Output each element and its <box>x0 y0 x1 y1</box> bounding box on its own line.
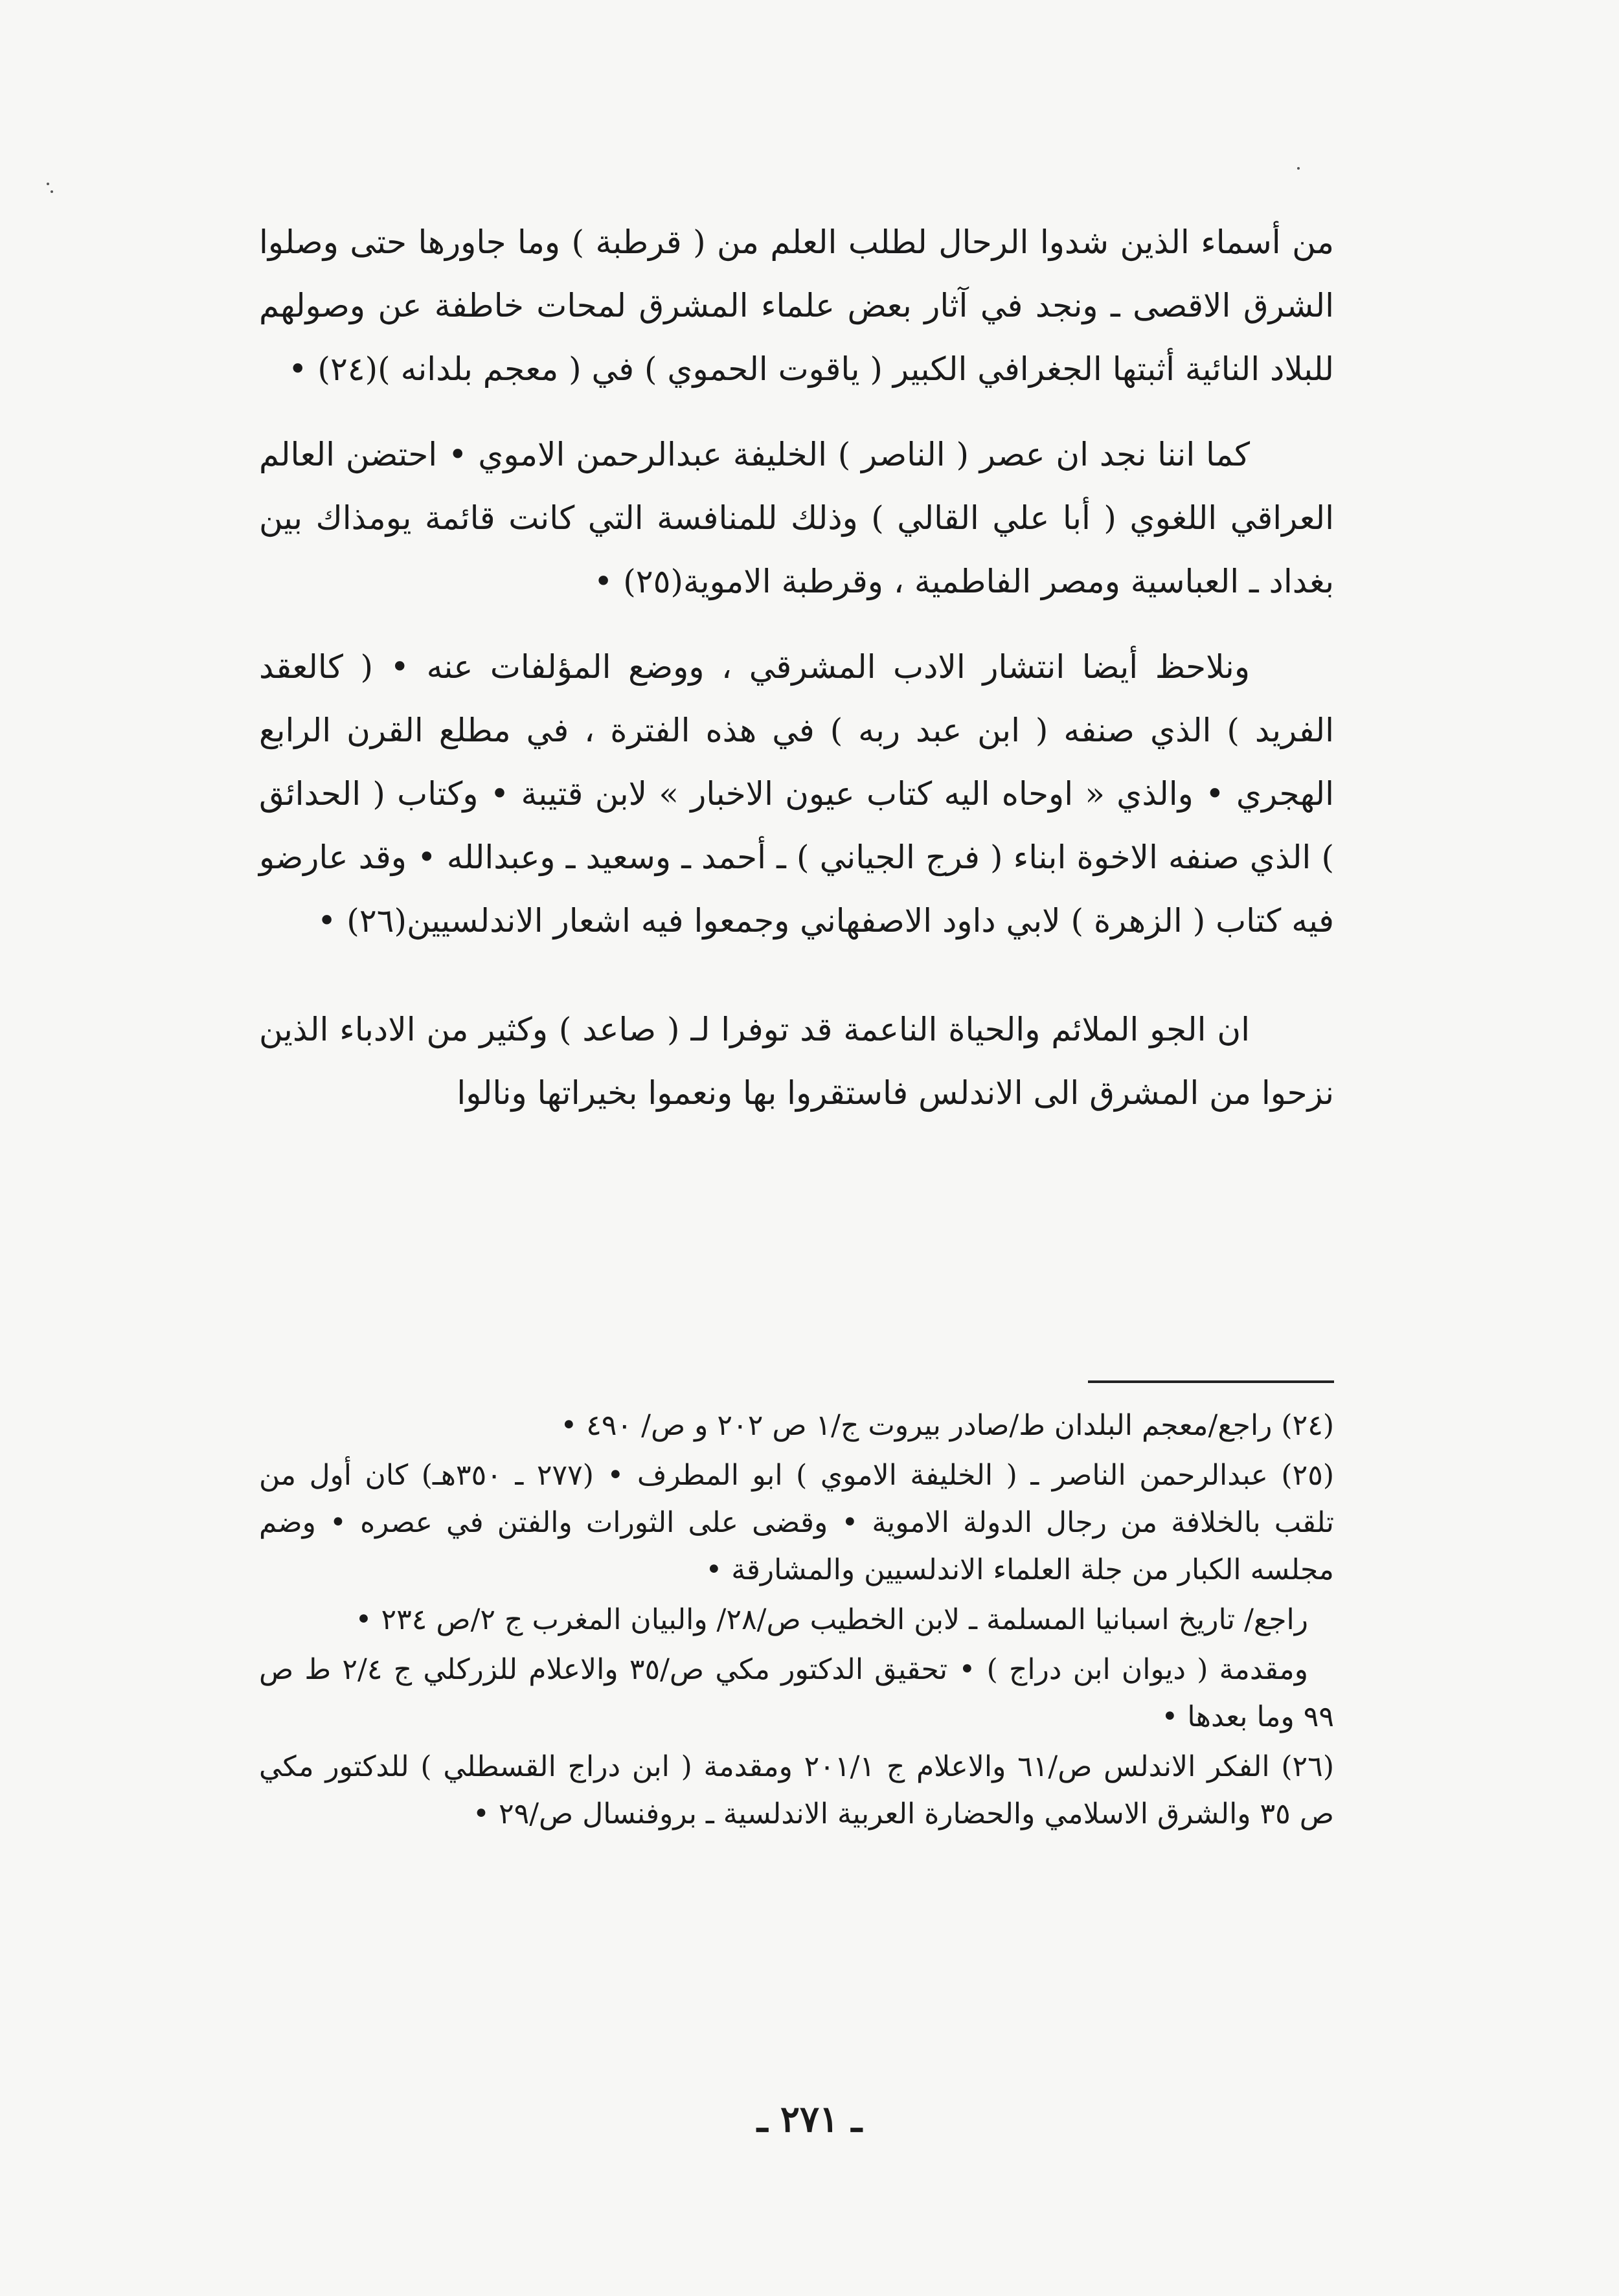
scan-speck <box>51 190 53 193</box>
scan-speck <box>47 183 49 185</box>
main-text <box>259 210 1334 1125</box>
paragraph-1: من أسماء الذين شدوا الرحال لطلب العلم من ( قرطبة ) وما جاورها حتى وصلوا الشرق الاقصى ـ ونجد في آثار بعض علماء المشرق لمحات خاطفة عن وصولهم للبلاد النائية أثبتها الجغرافي الكبير ( ياقوت الحموي ) في ( معجم بلدانه )(٢٤) • <box>259 223 1334 388</box>
footnote-25-ref-2: ومقدمة ( ديوان ابن دراج ) • تحقيق الدكتور مكي ص/٣٥ والاعلام للزركلي ج ٢/٤ ط ص ٩٩ وما بعدها • <box>259 1653 1334 1733</box>
paragraph-2: كما اننا نجد ان عصر ( الناصر ) الخليفة عبدالرحمن الاموي • احتضن العالم العراقي اللغوي ( أبا علي القالي ) وذلك للمنافسة التي كانت قائمة يومذاك بين بغداد ـ العباسية ومصر الفاطمية ، وقرطبة الاموية(٢٥) • <box>259 436 1334 600</box>
scan-speck <box>1297 167 1300 170</box>
footnote-25: (٢٥) عبدالرحمن الناصر ـ ( الخليفة الاموي ) ابو المطرف • (٢٧٧ ـ ٣٥٠هـ) كان أول من تلقب بالخلافة من رجال الدولة الاموية • وقضى على الثورات والفتن في عصره • وضم مجلسه الكبار من جلة العلماء الاندلسيين والمشارقة • <box>259 1459 1334 1586</box>
paragraph-4: ان الجو الملائم والحياة الناعمة قد توفرا لـ ( صاعد ) وكثير من الادباء الذين نزحوا من المشرق الى الاندلس فاستقروا بها ونعموا بخيراتها ونالوا <box>259 1011 1334 1112</box>
footnote-26: (٢٦) الفكر الاندلس ص/٦١ والاعلام ج ٢٠١/١ ومقدمة ( ابن دراج القسطلي ) للدكتور مكي ص ٣٥ والشرق الاسلامي والحضارة العربية الاندلسية ـ بروفنسال ص/٢٩ • <box>259 1750 1334 1830</box>
page-number: ـ ٢٧١ ـ <box>756 2098 863 2141</box>
paragraph-3: ونلاحظ أيضا انتشار الادب المشرقي ، ووضع المؤلفات عنه • ( كالعقد الفريد ) الذي صنفه ( ابن عبد ربه ) في هذه الفترة ، في مطلع القرن الرابع الهجري • والذي « اوحاه اليه كتاب عيون الاخبار » لابن قتيبة • وكتاب ( الحدائق ) الذي صنفه الاخوة ابناء ( فرج الجياني ) ـ أحمد ـ وسعيد ـ وعبدالله • وقد عارضو فيه كتاب ( الزهرة ) لابي داود الاصفهاني وجمعوا فيه اشعار الاندلسيين(٢٦) • <box>259 648 1334 940</box>
footnote-separator <box>1088 1380 1334 1383</box>
footnote-25-ref-1: راجع/ تاريخ اسبانيا المسلمة ـ لابن الخطيب ص/٢٨/ والبيان المغرب ج ٢/ص ٢٣٤ • <box>355 1603 1308 1636</box>
footnotes <box>259 1402 1334 1840</box>
footnote-24: (٢٤) راجع/معجم البلدان ط/صادر بيروت ج/١ ص ٢٠٢ و ص/ ٤٩٠ • <box>560 1409 1334 1442</box>
